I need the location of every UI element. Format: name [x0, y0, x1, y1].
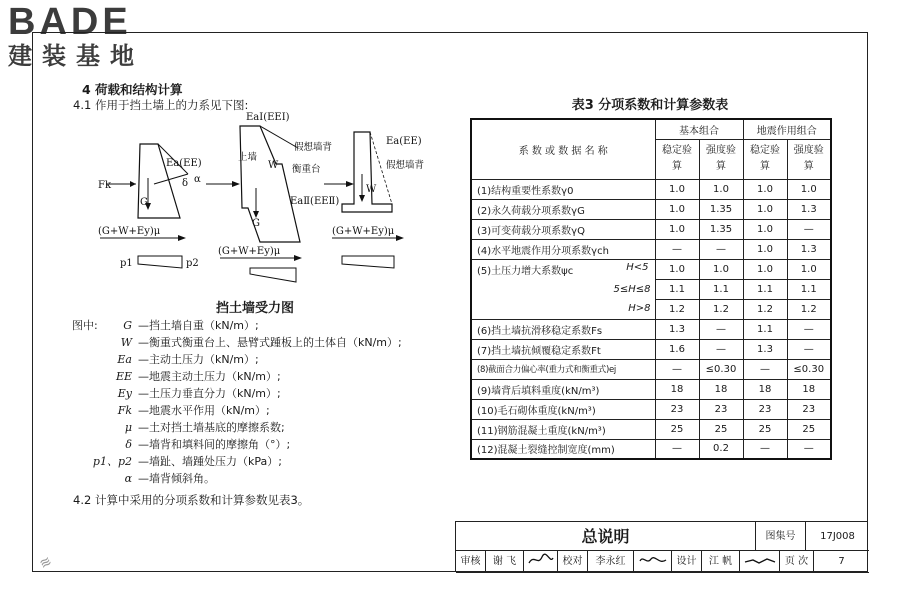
- legend-symbol: μ: [124, 421, 132, 434]
- table-row: [471, 379, 831, 399]
- table-row: [471, 239, 831, 259]
- designer-name: 江 帆: [702, 551, 740, 573]
- table-title: 表3 分项系数和计算参数表: [571, 98, 729, 113]
- cell-value: 1.35: [699, 219, 743, 239]
- atlas-number: 17J008: [806, 522, 869, 551]
- logo-latin-text: BADE: [8, 1, 132, 43]
- legend-description: —挡土墙自重（kN/m）;: [138, 319, 259, 332]
- row-condition: H<5: [626, 261, 649, 273]
- title-block: [455, 521, 868, 572]
- cell-value: 1.0: [655, 199, 699, 219]
- cell-value: 1.0: [743, 239, 787, 259]
- cell-value: 1.2: [743, 299, 787, 319]
- cell-value: 23: [699, 399, 743, 419]
- cell-value: 1.0: [743, 219, 787, 239]
- diagram-label-w-3: W: [366, 184, 377, 195]
- row-name: (9)墙背后填料重度(kN/m³): [471, 379, 655, 399]
- legend-symbol: W: [120, 336, 132, 349]
- cell-value: 25: [743, 419, 787, 439]
- cantilever-wall-shape: [342, 132, 392, 212]
- row-condition: 5≤H≤8: [471, 279, 655, 299]
- reviewer-signature: [524, 551, 558, 573]
- legend-description: —墙背和填料间的摩擦角（°）;: [138, 438, 291, 451]
- cell-value: 18: [699, 379, 743, 399]
- cell-value: —: [787, 439, 831, 459]
- header-stability-check: 稳定验算: [743, 139, 787, 179]
- cell-value: —: [655, 239, 699, 259]
- cell-value: 1.35: [699, 199, 743, 219]
- header-basic-combination: 基本组合: [655, 119, 743, 139]
- cell-value: 1.0: [699, 259, 743, 279]
- row-name: (12)混凝土裂缝控制宽度(mm): [471, 439, 655, 459]
- diagram-label-mu-force-3: (G+W+Ey)μ: [332, 226, 395, 237]
- cell-value: 1.3: [787, 239, 831, 259]
- cell-value: —: [699, 239, 743, 259]
- legend-symbol: δ: [125, 438, 132, 451]
- checker-name: 李永红: [588, 551, 634, 573]
- parameter-table: [470, 118, 832, 460]
- header-name-column: 系 数 或 数 据 名 称: [471, 119, 655, 179]
- legend-symbol: Ey: [117, 387, 132, 400]
- diagram-label-p2: p2: [186, 258, 199, 269]
- legend-symbol: Ea: [117, 353, 132, 366]
- cell-value: 1.0: [743, 259, 787, 279]
- cell-value: —: [743, 439, 787, 459]
- base-pressure-diagram-3: [342, 256, 394, 268]
- row-name: (5)土压力增大系数ψc: [477, 265, 574, 277]
- diagram-label-virtual-back-1: 假想墙背: [294, 142, 333, 153]
- diagram-label-ea-ee: Ea(EE): [166, 158, 202, 169]
- legend-symbol: α: [124, 472, 132, 485]
- table-row: [471, 419, 831, 439]
- cell-value: 23: [787, 399, 831, 419]
- cell-value: —: [787, 339, 831, 359]
- page-number: 7: [814, 551, 869, 573]
- row-name: (1)结构重要性系数γ0: [471, 179, 655, 199]
- cell-value: —: [743, 359, 787, 379]
- cell-value: 1.0: [787, 259, 831, 279]
- cell-value: 1.1: [743, 319, 787, 339]
- check-label: 校对: [558, 551, 588, 573]
- table-row: [471, 259, 831, 279]
- legend-description: —墙背倾斜角。: [138, 472, 215, 485]
- cell-value: —: [655, 439, 699, 459]
- header-strength-check: 强度验算: [787, 139, 831, 179]
- cell-value: 1.3: [743, 339, 787, 359]
- header-strength-check: 强度验算: [699, 139, 743, 179]
- signature-mark: [637, 551, 669, 569]
- cell-value: 0.2: [699, 439, 743, 459]
- cell-value: 1.0: [743, 199, 787, 219]
- cell-value: —: [699, 319, 743, 339]
- row-name: (2)永久荷载分项系数γG: [471, 199, 655, 219]
- diagram-label-w: W: [268, 160, 279, 171]
- cell-value: ≤0.30: [699, 359, 743, 379]
- diagram-label-mu-force-2: (G+W+Ey)μ: [218, 246, 281, 257]
- table-row: [471, 199, 831, 219]
- designer-signature: [740, 551, 780, 573]
- legend-description: —地震水平作用（kN/m）;: [138, 404, 270, 417]
- diagram-label-eai: EaⅠ(EEⅠ): [246, 112, 290, 123]
- signature-mark: [743, 551, 777, 569]
- cell-value: 1.0: [655, 219, 699, 239]
- checker-signature: [634, 551, 672, 573]
- table-row: [471, 319, 831, 339]
- cell-value: 1.2: [699, 299, 743, 319]
- cell-value: 1.2: [655, 299, 699, 319]
- legend-description: —衡重式衡重台上、悬臂式踵板上的土体自（kN/m）;: [138, 336, 402, 349]
- cell-value: 1.1: [743, 279, 787, 299]
- row-name-with-condition: [471, 259, 655, 279]
- cell-value: —: [787, 219, 831, 239]
- row-name: (7)挡土墙抗倾覆稳定系数Ft: [471, 339, 655, 359]
- drawing-title: 总说明: [456, 522, 756, 551]
- legend-description: —主动土压力（kN/m）;: [138, 353, 259, 366]
- cell-value: 18: [787, 379, 831, 399]
- review-label: 审核: [456, 551, 486, 573]
- section-4-1-text: 4.1 作用于挡土墙上的力系见下图:: [73, 98, 249, 112]
- cell-value: —: [699, 339, 743, 359]
- row-name: (3)可变荷载分项系数γQ: [471, 219, 655, 239]
- cell-value: 1.2: [787, 299, 831, 319]
- diagram-title: 挡土墙受力图: [215, 301, 294, 316]
- cell-value: 1.3: [787, 199, 831, 219]
- cell-value: —: [655, 359, 699, 379]
- table-row: [471, 279, 831, 299]
- legend-heading: 图中:: [72, 319, 98, 332]
- atlas-number-label: 图集号: [756, 522, 806, 551]
- legend-symbol: EE: [115, 370, 132, 383]
- table-row: [471, 399, 831, 419]
- diagram-label-upper-wall: 上墙: [238, 152, 258, 163]
- legend-symbol: Fk: [117, 404, 132, 417]
- diagram-label-fk: Fk: [98, 180, 111, 191]
- table-header-row: [471, 119, 831, 139]
- base-pressure-diagram-1: [138, 256, 182, 268]
- table-row: [471, 179, 831, 199]
- table-row: [471, 339, 831, 359]
- cell-value: ≤0.30: [787, 359, 831, 379]
- row-name: (11)钢筋混凝土重度(kN/m³): [471, 419, 655, 439]
- cell-value: —: [787, 319, 831, 339]
- diagram-label-eaii: EaⅡ(EEⅡ): [290, 196, 340, 207]
- cell-value: 18: [743, 379, 787, 399]
- table-row: [471, 219, 831, 239]
- logo-chinese-text: 建装基地: [8, 42, 144, 70]
- cell-value: 1.0: [787, 179, 831, 199]
- base-pressure-diagram-2: [250, 268, 296, 282]
- cell-value: 25: [655, 419, 699, 439]
- cell-value: 1.0: [655, 259, 699, 279]
- diagram-label-delta: δ: [182, 178, 189, 189]
- row-name: (4)水平地震作用分项系数γch: [471, 239, 655, 259]
- section-4-2-text: 4.2 计算中采用的分项系数和计算参数见表3。: [73, 493, 310, 507]
- page-label: 页 次: [780, 551, 814, 573]
- header-stability-check: 稳定验算: [655, 139, 699, 179]
- diagram-label-virtual-back-2: 假想墙背: [386, 160, 425, 171]
- legend-description: —土压力垂直分力（kN/m）;: [138, 387, 281, 400]
- cell-value: 18: [655, 379, 699, 399]
- cell-value: 1.1: [655, 279, 699, 299]
- cell-value: 1.3: [655, 319, 699, 339]
- signature-mark: [526, 551, 556, 569]
- row-condition: H>8: [471, 299, 655, 319]
- cell-value: 1.0: [743, 179, 787, 199]
- diagram-label-ea-ee-3: Ea(EE): [386, 136, 422, 147]
- diagram-label-balance-platform: 衡重台: [292, 164, 321, 175]
- watermark-corner-icon: ≋: [36, 553, 55, 573]
- cell-value: 1.6: [655, 339, 699, 359]
- diagram-label-p1: p1: [120, 258, 133, 269]
- diagram-label-g: G: [140, 197, 148, 208]
- cell-value: 1.1: [787, 279, 831, 299]
- row-name: (8)截面合力偏心率(重力式和衡重式)ej: [471, 359, 655, 379]
- cell-value: 23: [655, 399, 699, 419]
- diagram-label-mu-force: (G+W+Ey)μ: [98, 226, 161, 237]
- table-row: [471, 299, 831, 319]
- diagram-label-alpha: α: [194, 174, 201, 185]
- row-name: (10)毛石砌体重度(kN/m³): [471, 399, 655, 419]
- cell-value: 23: [743, 399, 787, 419]
- cell-value: 25: [699, 419, 743, 439]
- header-seismic-combination: 地震作用组合: [743, 119, 831, 139]
- design-label: 设计: [672, 551, 702, 573]
- legend-description: —墙趾、墙踵处压力（kPa）;: [138, 455, 282, 468]
- legend-description: —地震主动土压力（kN/m）;: [138, 370, 281, 383]
- section-heading: 4 荷载和结构计算: [82, 82, 183, 97]
- cell-value: 25: [787, 419, 831, 439]
- cell-value: 1.1: [699, 279, 743, 299]
- row-name: (6)挡土墙抗滑移稳定系数Fs: [471, 319, 655, 339]
- cell-value: 1.0: [699, 179, 743, 199]
- retaining-wall-force-diagram: [70, 108, 450, 298]
- cell-value: 1.0: [655, 179, 699, 199]
- table-row: [471, 439, 831, 459]
- legend-symbol: G: [123, 319, 132, 332]
- diagram-label-g-2: G: [252, 218, 260, 229]
- legend-symbol: p1、p2: [92, 455, 132, 468]
- legend-description: —土对挡土墙基底的摩擦系数;: [138, 421, 285, 434]
- table-row: [471, 359, 831, 379]
- reviewer-name: 谢 飞: [486, 551, 524, 573]
